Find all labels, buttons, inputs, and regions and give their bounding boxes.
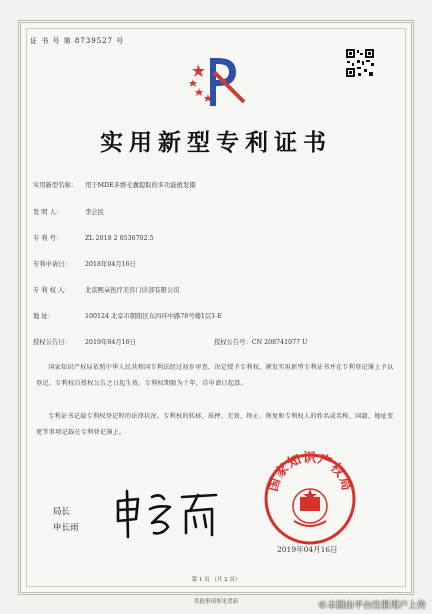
- field-label: 专 利 权 人：: [33, 287, 71, 294]
- field-value: 2018年04月16日: [85, 261, 136, 268]
- signature-title: 局长: [53, 507, 71, 517]
- field-application-date: [33, 259, 136, 268]
- handwritten-signature-icon: [112, 487, 224, 542]
- signature-name: 申长雨: [53, 523, 79, 533]
- field-value: ZL 2018 2 0536702.5: [85, 235, 154, 242]
- field-patent-number: [33, 233, 154, 242]
- field-value: 2019年04月16日: [85, 339, 136, 346]
- field-label: 发 明 人：: [33, 209, 63, 216]
- field-label: 专利申请日：: [33, 261, 71, 268]
- certificate-title: 实用新型专利证书: [100, 129, 332, 156]
- certificate-number: 证 书 号 第 8739527 号: [30, 37, 125, 45]
- field-value: 北京熙朵医疗美容门诊部有限公司: [85, 287, 180, 294]
- field-label: 地 址：: [33, 313, 54, 320]
- field-value: CN 208741077 U: [251, 339, 308, 346]
- field-value: 100124 北京市朝阳区东四环中路78号楼1层1-E: [85, 313, 222, 320]
- page-number: 第 1 页 （共 2 页）: [191, 577, 241, 583]
- field-patentee: [33, 285, 179, 294]
- qr-code-icon: [345, 48, 375, 78]
- field-label: 授权公告号：: [214, 339, 252, 346]
- field-utility-model-name: [33, 180, 196, 189]
- official-seal-icon: [262, 451, 358, 547]
- field-inventor: [33, 207, 104, 216]
- svg-text:国家知识产权局: [265, 451, 354, 493]
- field-label: 授权公告日：: [33, 339, 71, 346]
- footer-note: 其他事项参见背面: [193, 599, 238, 605]
- field-label: 实用新型名称：: [33, 182, 78, 189]
- watermark: ©本图由平台注册用户上传: [317, 601, 426, 611]
- cnipa-logo-icon: [184, 52, 248, 110]
- field-grant-number: [214, 337, 307, 346]
- field-address: [33, 311, 222, 320]
- seal-text: 国家知识产权局: [265, 451, 355, 494]
- field-value: 李会民: [85, 209, 104, 216]
- field-label: 专 利 号：: [33, 235, 63, 242]
- body-paragraph: 国家知识产权局依照中华人民共和国专利法经过初步审查，决定授予专利权，颁发实用新型专利证书并在专利登记簿上予以登记。专利权自授权公告之日起生效。专利权期限为十年，自申请日起算。: [36, 364, 394, 387]
- field-value: 用于MDE多维毛囊提取的多功能植发镊: [85, 182, 196, 189]
- field-grant-date: [33, 337, 136, 346]
- body-paragraph: 专利证书记载专利权登记时的法律状况。专利权的转移、质押、无效、终止、恢复和专利权人的姓名或名称、国籍、地址变更等事项记载在专利登记簿上。: [36, 413, 394, 436]
- seal-date: 2019年04月16日: [277, 545, 338, 554]
